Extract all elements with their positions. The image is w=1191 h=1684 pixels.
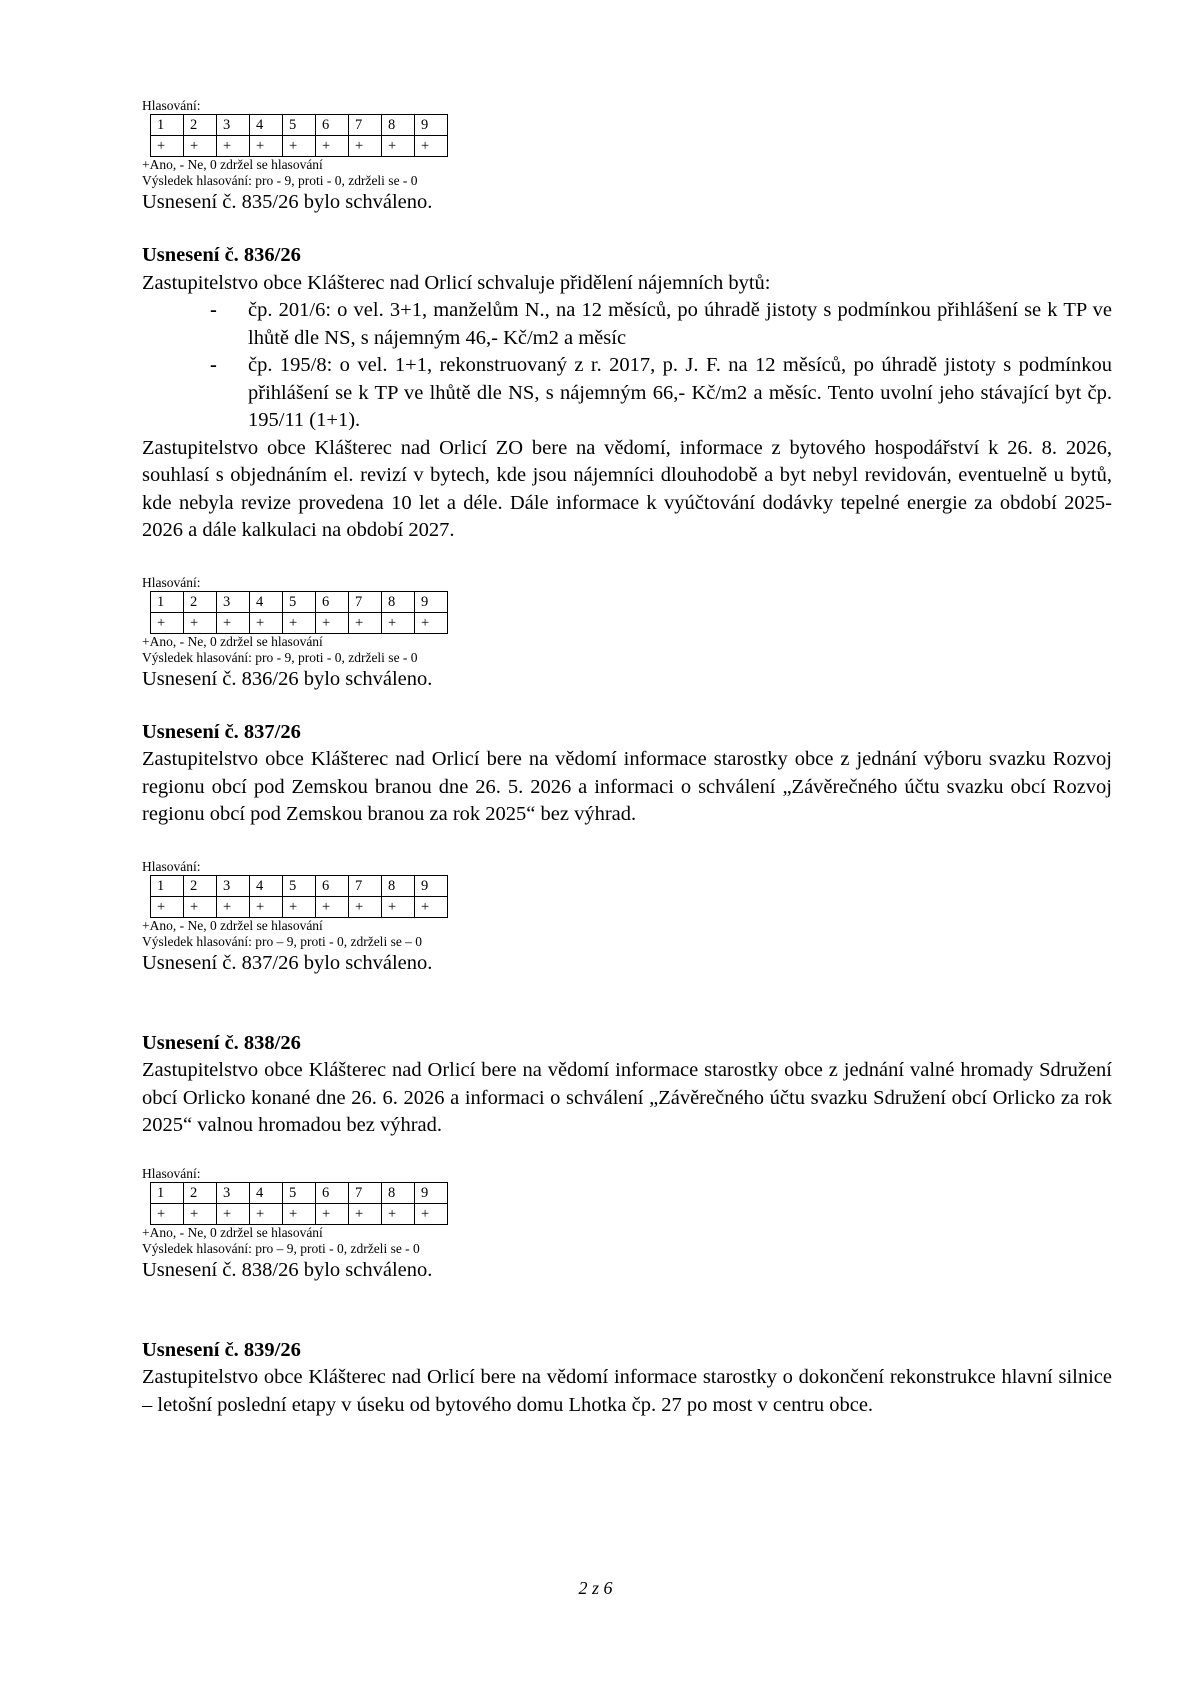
vote-header: Hlasování: (142, 1165, 201, 1181)
vote-legend: +Ano, - Ne, 0 zdržel se hlasování (142, 157, 323, 172)
resolution-heading: Usnesení č. 838/26 (142, 1031, 301, 1054)
vote-mark: + (349, 896, 382, 917)
resolution-text: Zastupitelstvo obce Klášterec nad Orlicí bere na vědomí informace starostky o dokončení rekonstrukce hlavní silnice – letošní poslední etapy v úseku od bytového domu Lhotka čp. 27 po most v centru obce. (142, 1366, 1112, 1416)
vote-number: 1 (151, 1182, 184, 1203)
vote-number: 9 (415, 875, 448, 896)
resolution-text: Zastupitelstvo obce Klášterec nad Orlicí bere na vědomí informace starostky obce z jednání výboru svazku Rozvoj regionu obcí pod Zemskou branou dne 26. 5. 2026 a informaci o schválení „Závěrečného účtu svazku obcí Rozvoj regionu obcí pod Zemskou branou za rok 2025“ bez výhrad. (142, 748, 1112, 825)
vote-result: Výsledek hlasování: pro – 9, proti - 0, zdrželi se - 0 (142, 1240, 420, 1256)
vote-mark: + (217, 136, 250, 157)
vote-table (150, 1182, 448, 1225)
vote-number: 6 (316, 115, 349, 136)
vote-mark: + (316, 896, 349, 917)
vote-mark: + (349, 612, 382, 633)
vote-number: 7 (349, 115, 382, 136)
vote-mark: + (415, 1203, 448, 1224)
vote-mark: + (316, 136, 349, 157)
vote-result: Výsledek hlasování: pro - 9, proti - 0, zdrželi se - 0 (142, 173, 418, 188)
vote-header: Hlasování: (142, 98, 201, 113)
vote-mark: + (151, 612, 184, 633)
resolution-heading: Usnesení č. 839/26 (142, 1338, 301, 1361)
vote-number: 5 (283, 591, 316, 612)
vote-block-838 (142, 1166, 1112, 1284)
vote-mark: + (415, 136, 448, 157)
vote-number: 1 (151, 591, 184, 612)
vote-number: 8 (382, 591, 415, 612)
vote-legend: +Ano, - Ne, 0 zdržel se hlasování (142, 917, 323, 933)
vote-mark: + (184, 896, 217, 917)
vote-number: 2 (184, 115, 217, 136)
vote-number: 4 (250, 875, 283, 896)
vote-mark: + (184, 1203, 217, 1224)
vote-number: 2 (184, 875, 217, 896)
vote-mark: + (250, 896, 283, 917)
vote-number: 3 (217, 115, 250, 136)
document-page (142, 98, 1112, 1419)
vote-mark: + (283, 1203, 316, 1224)
vote-table (150, 591, 448, 634)
vote-header: Hlasování: (142, 574, 201, 590)
vote-number: 9 (415, 1182, 448, 1203)
vote-number: 4 (250, 591, 283, 612)
vote-mark: + (382, 896, 415, 917)
vote-result: Výsledek hlasování: pro – 9, proti - 0, zdrželi se – 0 (142, 933, 423, 949)
vote-mark: + (184, 136, 217, 157)
vote-mark: + (415, 896, 448, 917)
vote-mark: + (250, 1203, 283, 1224)
vote-number: 7 (349, 875, 382, 896)
vote-legend: +Ano, - Ne, 0 zdržel se hlasování (142, 633, 323, 649)
vote-block-837 (142, 859, 1112, 977)
vote-mark: + (316, 612, 349, 633)
resolution-text: Zastupitelstvo obce Klášterec nad Orlicí schvaluje přidělení nájemních bytů: (142, 271, 771, 294)
resolution-text: Zastupitelstvo obce Klášterec nad Orlicí ZO bere na vědomí, informace z bytového hospodářství k 26. 8. 2026, souhlasí s objednáním el. revizí v bytech, kde jsou nájemníci dlouhodobě a byt nebyl revidován, eventuelně u bytů, kde nebyla revize provedena 10 let a déle. Dále informace k vyúčtování dodávky tepelné energie za období 2025-2026 a dále kalkulaci na období 2027. (142, 436, 1112, 541)
list-item: - čp. 195/8: o vel. 1+1, rekonstruovaný z r. 2017, p. J. F. na 12 měsíců, po úhradě jistoty s podmínkou přihlášení se k TP ve lhůtě dle NS, s nájemným 66,- Kč/m2 a měsíc. Tento uvolní jeho stávající byt čp. 195/11 (1+1). (210, 354, 1112, 431)
vote-number: 3 (217, 591, 250, 612)
vote-result: Výsledek hlasování: pro - 9, proti - 0, zdrželi se - 0 (142, 649, 418, 665)
vote-mark: + (283, 612, 316, 633)
vote-mark: + (250, 136, 283, 157)
vote-mark: + (217, 612, 250, 633)
vote-number: 5 (283, 115, 316, 136)
vote-number: 8 (382, 875, 415, 896)
apartment-list (142, 297, 1112, 435)
vote-mark: + (217, 1203, 250, 1224)
vote-number: 2 (184, 1182, 217, 1203)
vote-number: 9 (415, 115, 448, 136)
resolution-text: Zastupitelstvo obce Klášterec nad Orlicí bere na vědomí informace starostky obce z jednání valné hromady Sdružení obcí Orlicko konané dne 26. 6. 2026 a informaci o schválení „Závěrečného účtu svazku Sdružení obcí Orlicko za rok 2025“ valnou hromadou bez výhrad. (142, 1059, 1112, 1136)
vote-mark: + (382, 1203, 415, 1224)
vote-number: 1 (151, 875, 184, 896)
vote-number: 5 (283, 1182, 316, 1203)
approval-line: Usnesení č. 835/26 bylo schváleno. (142, 191, 433, 213)
vote-mark: + (316, 1203, 349, 1224)
resolution-heading: Usnesení č. 837/26 (142, 720, 301, 743)
vote-mark: + (184, 612, 217, 633)
vote-mark: + (382, 136, 415, 157)
vote-mark: + (250, 612, 283, 633)
vote-block-836 (142, 575, 1112, 693)
vote-number: 1 (151, 115, 184, 136)
approval-line: Usnesení č. 836/26 bylo schváleno. (142, 667, 433, 690)
vote-block-835 (142, 98, 1112, 216)
vote-mark: + (151, 896, 184, 917)
list-item-text: čp. 195/8: o vel. 1+1, rekonstruovaný z r. 2017, p. J. F. na 12 měsíců, po úhradě jistoty s podmínkou přihlášení se k TP ve lhůtě dle NS, s nájemným 66,- Kč/m2 a měsíc. Tento uvolní jeho stávající byt čp. 195/11 (1+1). (248, 354, 1112, 431)
vote-number: 6 (316, 1182, 349, 1203)
vote-table (150, 114, 448, 157)
vote-mark: + (217, 896, 250, 917)
vote-mark: + (151, 136, 184, 157)
vote-mark: + (283, 136, 316, 157)
list-item: - čp. 201/6: o vel. 3+1, manželům N., na 12 měsíců, po úhradě jistoty s podmínkou přihlášení se k TP ve lhůtě dle NS, s nájemným 46,- Kč/m2 a měsíc (210, 299, 1112, 349)
vote-number: 7 (349, 1182, 382, 1203)
vote-number: 7 (349, 591, 382, 612)
approval-line: Usnesení č. 837/26 bylo schváleno. (142, 951, 433, 974)
approval-line: Usnesení č. 838/26 bylo schváleno. (142, 1258, 433, 1281)
vote-mark: + (349, 136, 382, 157)
resolution-heading: Usnesení č. 836/26 (142, 244, 301, 266)
vote-mark: + (349, 1203, 382, 1224)
vote-mark: + (151, 1203, 184, 1224)
vote-header: Hlasování: (142, 858, 201, 874)
vote-number: 5 (283, 875, 316, 896)
vote-legend: +Ano, - Ne, 0 zdržel se hlasování (142, 1224, 323, 1240)
vote-number: 3 (217, 1182, 250, 1203)
vote-mark: + (382, 612, 415, 633)
list-item-text: čp. 201/6: o vel. 3+1, manželům N., na 12 měsíců, po úhradě jistoty s podmínkou přihlášení se k TP ve lhůtě dle NS, s nájemným 46,- Kč/m2 a měsíc (248, 299, 1112, 349)
vote-table (150, 875, 448, 918)
vote-number: 4 (250, 1182, 283, 1203)
vote-number: 2 (184, 591, 217, 612)
vote-mark: + (415, 612, 448, 633)
vote-number: 4 (250, 115, 283, 136)
vote-number: 6 (316, 591, 349, 612)
vote-number: 3 (217, 875, 250, 896)
vote-number: 8 (382, 115, 415, 136)
vote-number: 9 (415, 591, 448, 612)
vote-number: 8 (382, 1182, 415, 1203)
vote-mark: + (283, 896, 316, 917)
vote-number: 6 (316, 875, 349, 896)
page-number: 2 z 6 (578, 1578, 613, 1598)
